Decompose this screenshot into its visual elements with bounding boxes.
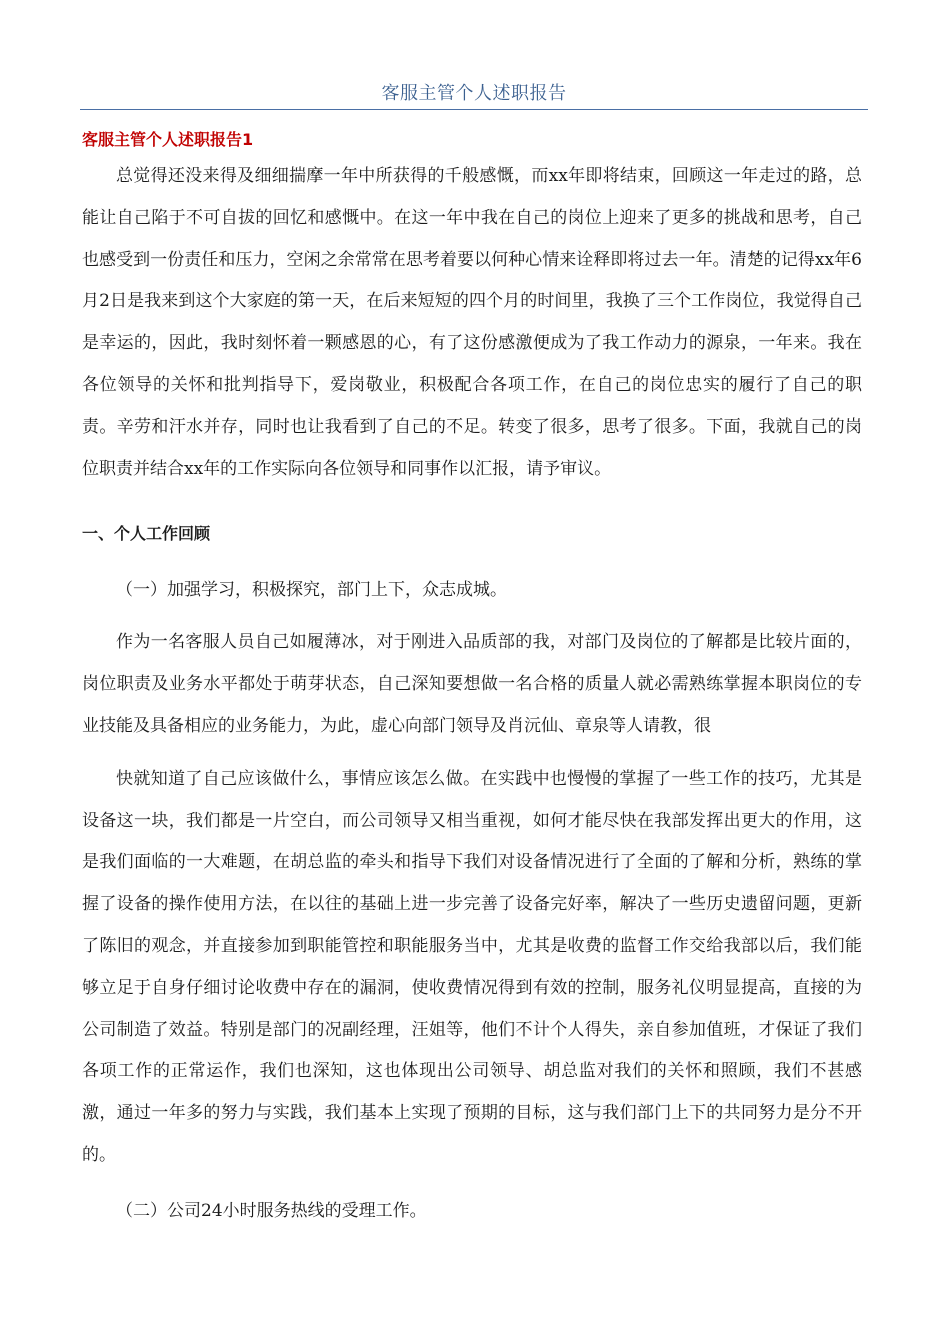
subheading-hotline: （二）公司24小时服务热线的受理工作。 — [116, 1200, 427, 1221]
header-title: 客服主管个人述职报告 — [381, 83, 567, 104]
paragraph-customer-service: 作为一名客服人员自己如履薄冰，对于刚进入品质部的我，对部门及岗位的了解都是比较片面的，岗位职责及业务水平都处于萌芽状态，自己深知要想做一名合格的质量人就必需熟练掌握本职岗位的专业技能及具备相应的业务能力，为此，虚心向部门领导及肖沅仙、章泉等人请教，很 — [82, 632, 862, 736]
section-title: 客服主管个人述职报告1 — [82, 130, 254, 149]
paragraph-equipment: 快就知道了自己应该做什么，事情应该怎么做。在实践中也慢慢的掌握了一些工作的技巧，尤其是设备这一块，我们都是一片空白，而公司领导又相当重视，如何才能尽快在我部发挥出更大的作用，这是我们面临的一大难题，在胡总监的牵头和指导下我们对设备情况进行了全面的了解和分析，熟练的掌握了设备的操作使用方法，在以往的基础上进一步完善了设备完好率，解决了一些历史遗留问题，更新了陈旧的观念，并直接参加到职能管控和职能服务当中，尤其是收费的监督工作交给我部以后，我们能够立足于自身仔细讨论收费中存在的漏洞，使收费情况得到有效的控制，服务礼仪明显提高，直接的为公司制造了效益。特别是部门的况副经理，汪姐等，他们不计个人得失，亲自参加值班，才保证了我们各项工作的正常运作，我们也深知，这也体现出公司领导、胡总监对我们的关怀和照顾，我们不甚感激，通过一年多的努力与实践，我们基本上实现了预期的目标，这与我们部门上下的共同努力是分不开的。 — [82, 768, 862, 1165]
subheading-study: （一）加强学习，积极探究，部门上下，众志成城。 — [116, 580, 507, 601]
heading-personal-review: 一、个人工作回顾 — [82, 524, 211, 544]
page-header — [80, 82, 868, 110]
document-body — [82, 126, 862, 1225]
intro-paragraph: 总觉得还没来得及细细揣摩一年中所获得的千般感慨，而xx年即将结束，回顾这一年走过的路，总能让自己陷于不可自拔的回忆和感慨中。在这一年中我在自己的岗位上迎来了更多的挑战和思考，自己也感受到一份责任和压力，空闲之余常常在思考着要以何种心情来诠释即将过去一年。清楚的记得xx年6月2日是我来到这个大家庭的第一天，在后来短短的四个月的时间里，我换了三个工作岗位，我觉得自己是幸运的，因此，我时刻怀着一颗感恩的心，有了这份感激便成为了我工作动力的源泉，一年来。我在各位领导的关怀和批判指导下，爱岗敬业，积极配合各项工作，在自己的岗位忠实的履行了自己的职责。辛劳和汗水并存，同时也让我看到了自己的不足。转变了很多，思考了很多。下面，我就自己的岗位职责并结合xx年的工作实际向各位领导和同事作以汇报，请予审议。 — [82, 166, 862, 479]
